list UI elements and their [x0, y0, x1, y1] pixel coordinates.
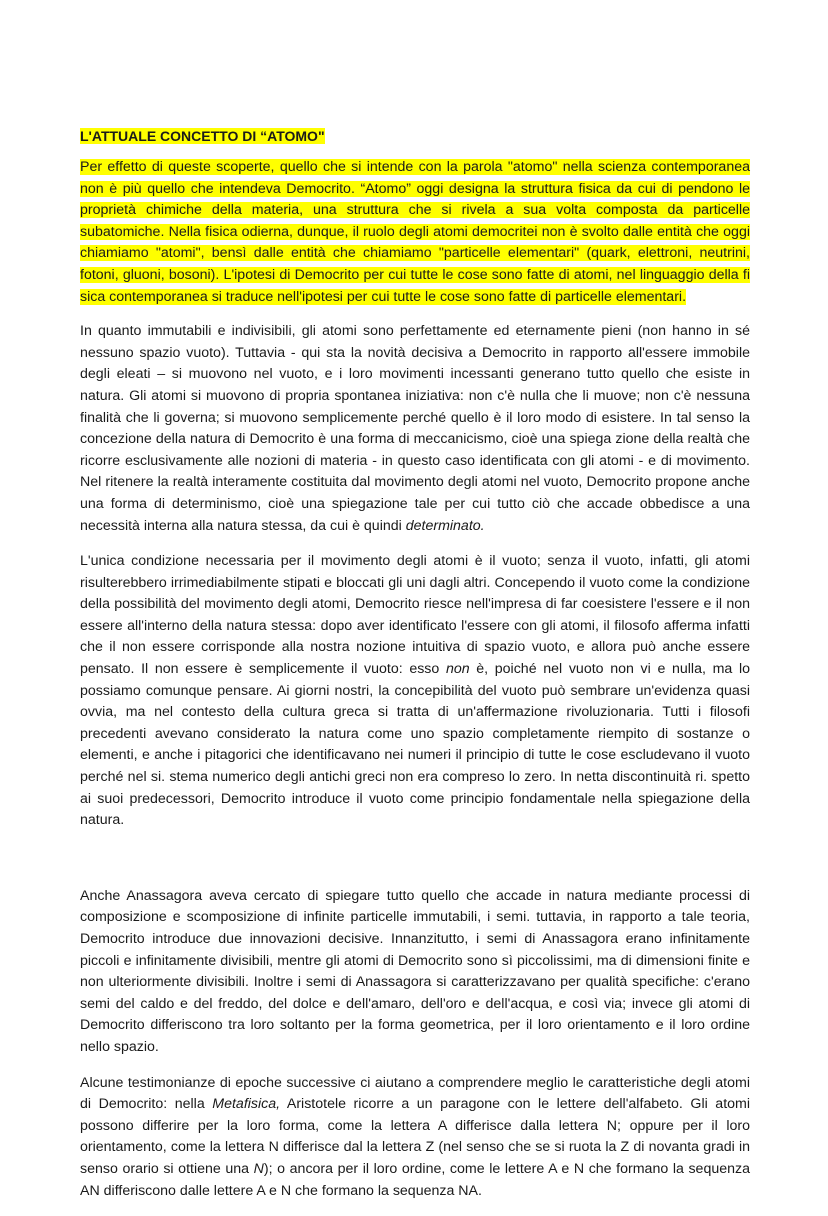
paragraph-text: è, poiché nel vuoto non vi e nulla, ma lo possiamo comunque pensare. Ai giorni nostri, la concepibilità del vuoto può sembrare un'evidenza quasi ovvia, ma nel contesto della cultura greca si tratta di un'affermazione rivoluzionaria. Tutti i filosofi precedenti avevano considerato la natura come uno spazio completamente riempito di sostanze o elementi, e anche i pitagorici che identificavano nei numeri il principio di tutte le cose escludevano il vuoto perché nel si. stema numerico degli antichi greci non era compreso lo zero. In netta discontinuità ri. spetto ai suoi predecessori, Democrito introduce il vuoto come principio fondamentale nella spiegazione della natura.: [80, 661, 750, 829]
paragraph: [80, 1073, 750, 1203]
paragraph-text: ); o ancora per il loro ordine, come le lettere A e N che formano la sequenza AN differiscono dalle lettere A e N che formano la sequenza NA.: [80, 1160, 750, 1199]
paragraph: [80, 321, 750, 537]
paragraph-text: Anche Anassagora aveva cercato di spiegare tutto quello che accade in natura mediante processi di composizione e scomposizione di infinite particelle immutabili, i semi. tuttavia, in rapporto a tale teoria, Democrito introduce due innovazioni decisive. Innanzitutto, i semi di Anassagora erano infinitamente piccoli e infinitamente divisibili, mentre gli atomi di Democrito sono sì piccolissimi, ma di dimensioni finite e non ulteriormente divisibili. Inoltre i semi di Anassagora si caratterizzavano per qualità specifiche: c'erano semi del caldo e del freddo, del dolce e dell'amaro, dell'oro e dell'acqua, e così via; invece gli atomi di Democrito differiscono tra loro soltanto per la forma geometrica, per il loro orientamento e il loro ordine nello spazio.: [80, 887, 750, 1055]
paragraph-italic-text: non: [445, 661, 470, 678]
paragraph-text: Per effetto di queste scoperte, quello che si intende con la parola "atomo" nella scienza contemporanea non è più quello che intendeva Democrito. “Atomo” oggi designa la struttura fisica da cui di pendono le proprietà chimiche della materia, una struttura che si rivela a sua volta composta da particelle subatomiche. Nella fisica odierna, dunque, il ruolo degli atomi democritei non è svolto dalle entità che oggi chiamiamo "atomi", bensì dalle entità che chiamiamo "particelle elementari" (quark, elettroni, neutrini, fotoni, gluoni, bosoni). L'ipotesi di Democrito per cui tutte le cose sono fatte di atomi, nel linguaggio della fi sica contemporanea si traduce nell'ipotesi per cui tutte le cose sono fatte di particelle elementari.: [80, 159, 750, 305]
paragraph: [80, 886, 750, 1059]
paragraph: [80, 551, 750, 832]
paragraph-italic-text: determinato.: [405, 517, 485, 534]
section-title-text: L'ATTUALE CONCETTO DI “ATOMO": [80, 128, 325, 144]
paragraph-italic-text: Metafisica,: [212, 1096, 281, 1113]
paragraph-text: L'unica condizione necessaria per il movimento degli atomi è il vuoto; senza il vuoto, infatti, gli atomi risulterebbero irrimediabilmente stipati e bloccati gli uni dagli altri. Concependo il vuoto come la condizione della possibilità del movimento degli atomi, Democrito riesce nell'impresa di far coesistere l'essere e il non essere all'interno della natura stessa: dopo aver identificato l'essere con gli atomi, il filosofo afferma infatti che il non essere corrisponde alla nostra nozione intuitiva di spazio vuoto, e allora può anche essere pensato. Il non essere è semplicemente il vuoto: esso: [80, 553, 750, 678]
section-title: [80, 126, 750, 147]
document-page: [80, 126, 750, 1216]
paragraph-text: In quanto immutabili e indivisibili, gli atomi sono perfettamente ed eternamente pieni (non hanno in sé nessuno spazio vuoto). Tuttavia - qui sta la novità decisiva a Democrito in rapporto all'essere immobile degli eleati – si muovono nel vuoto, e i loro movimenti incessanti generano tutto quello che esiste in natura. Gli atomi si muovono di propria spontanea iniziativa: non c'è nulla che li muove; non c'è nessuna finalità che li governa; si muovono semplicemente perché quello è il loro modo di esistere. In tal senso la concezione della natura di Democrito è una forma di meccanicismo, cioè una spiega zione della realtà che ricorre esclusivamente alle nozioni di materia - in questo caso identificata con gli atomi - e di movimento. Nel ritenere la realtà interamente costituita dal movimento degli atomi nel vuoto, Democrito propone anche una forma di determinismo, cioè una spiegazione tale per cui tutto ciò che accade obbedisce a una necessità interna alla natura stessa, da cui è quindi: [80, 323, 750, 534]
spacer: [80, 846, 750, 886]
paragraph-text: Aristotele ricorre a un paragone con le lettere dell'alfabeto. Gli atomi possono differire per la loro forma, come la lettera A differisce dalla lettera N; oppure per il loro orientamento, come la lettera N differisce dal la lettera Z (nel senso che se si ruota la Z di novanta gradi in senso orario si ottiene una: [80, 1096, 750, 1177]
paragraph-italic-text: N: [253, 1160, 264, 1177]
paragraph-text: Alcune testimonianze di epoche successive ci aiutano a comprendere meglio le caratteristiche degli atomi di Democrito: nella: [80, 1074, 750, 1113]
paragraph-highlighted: [80, 157, 750, 308]
